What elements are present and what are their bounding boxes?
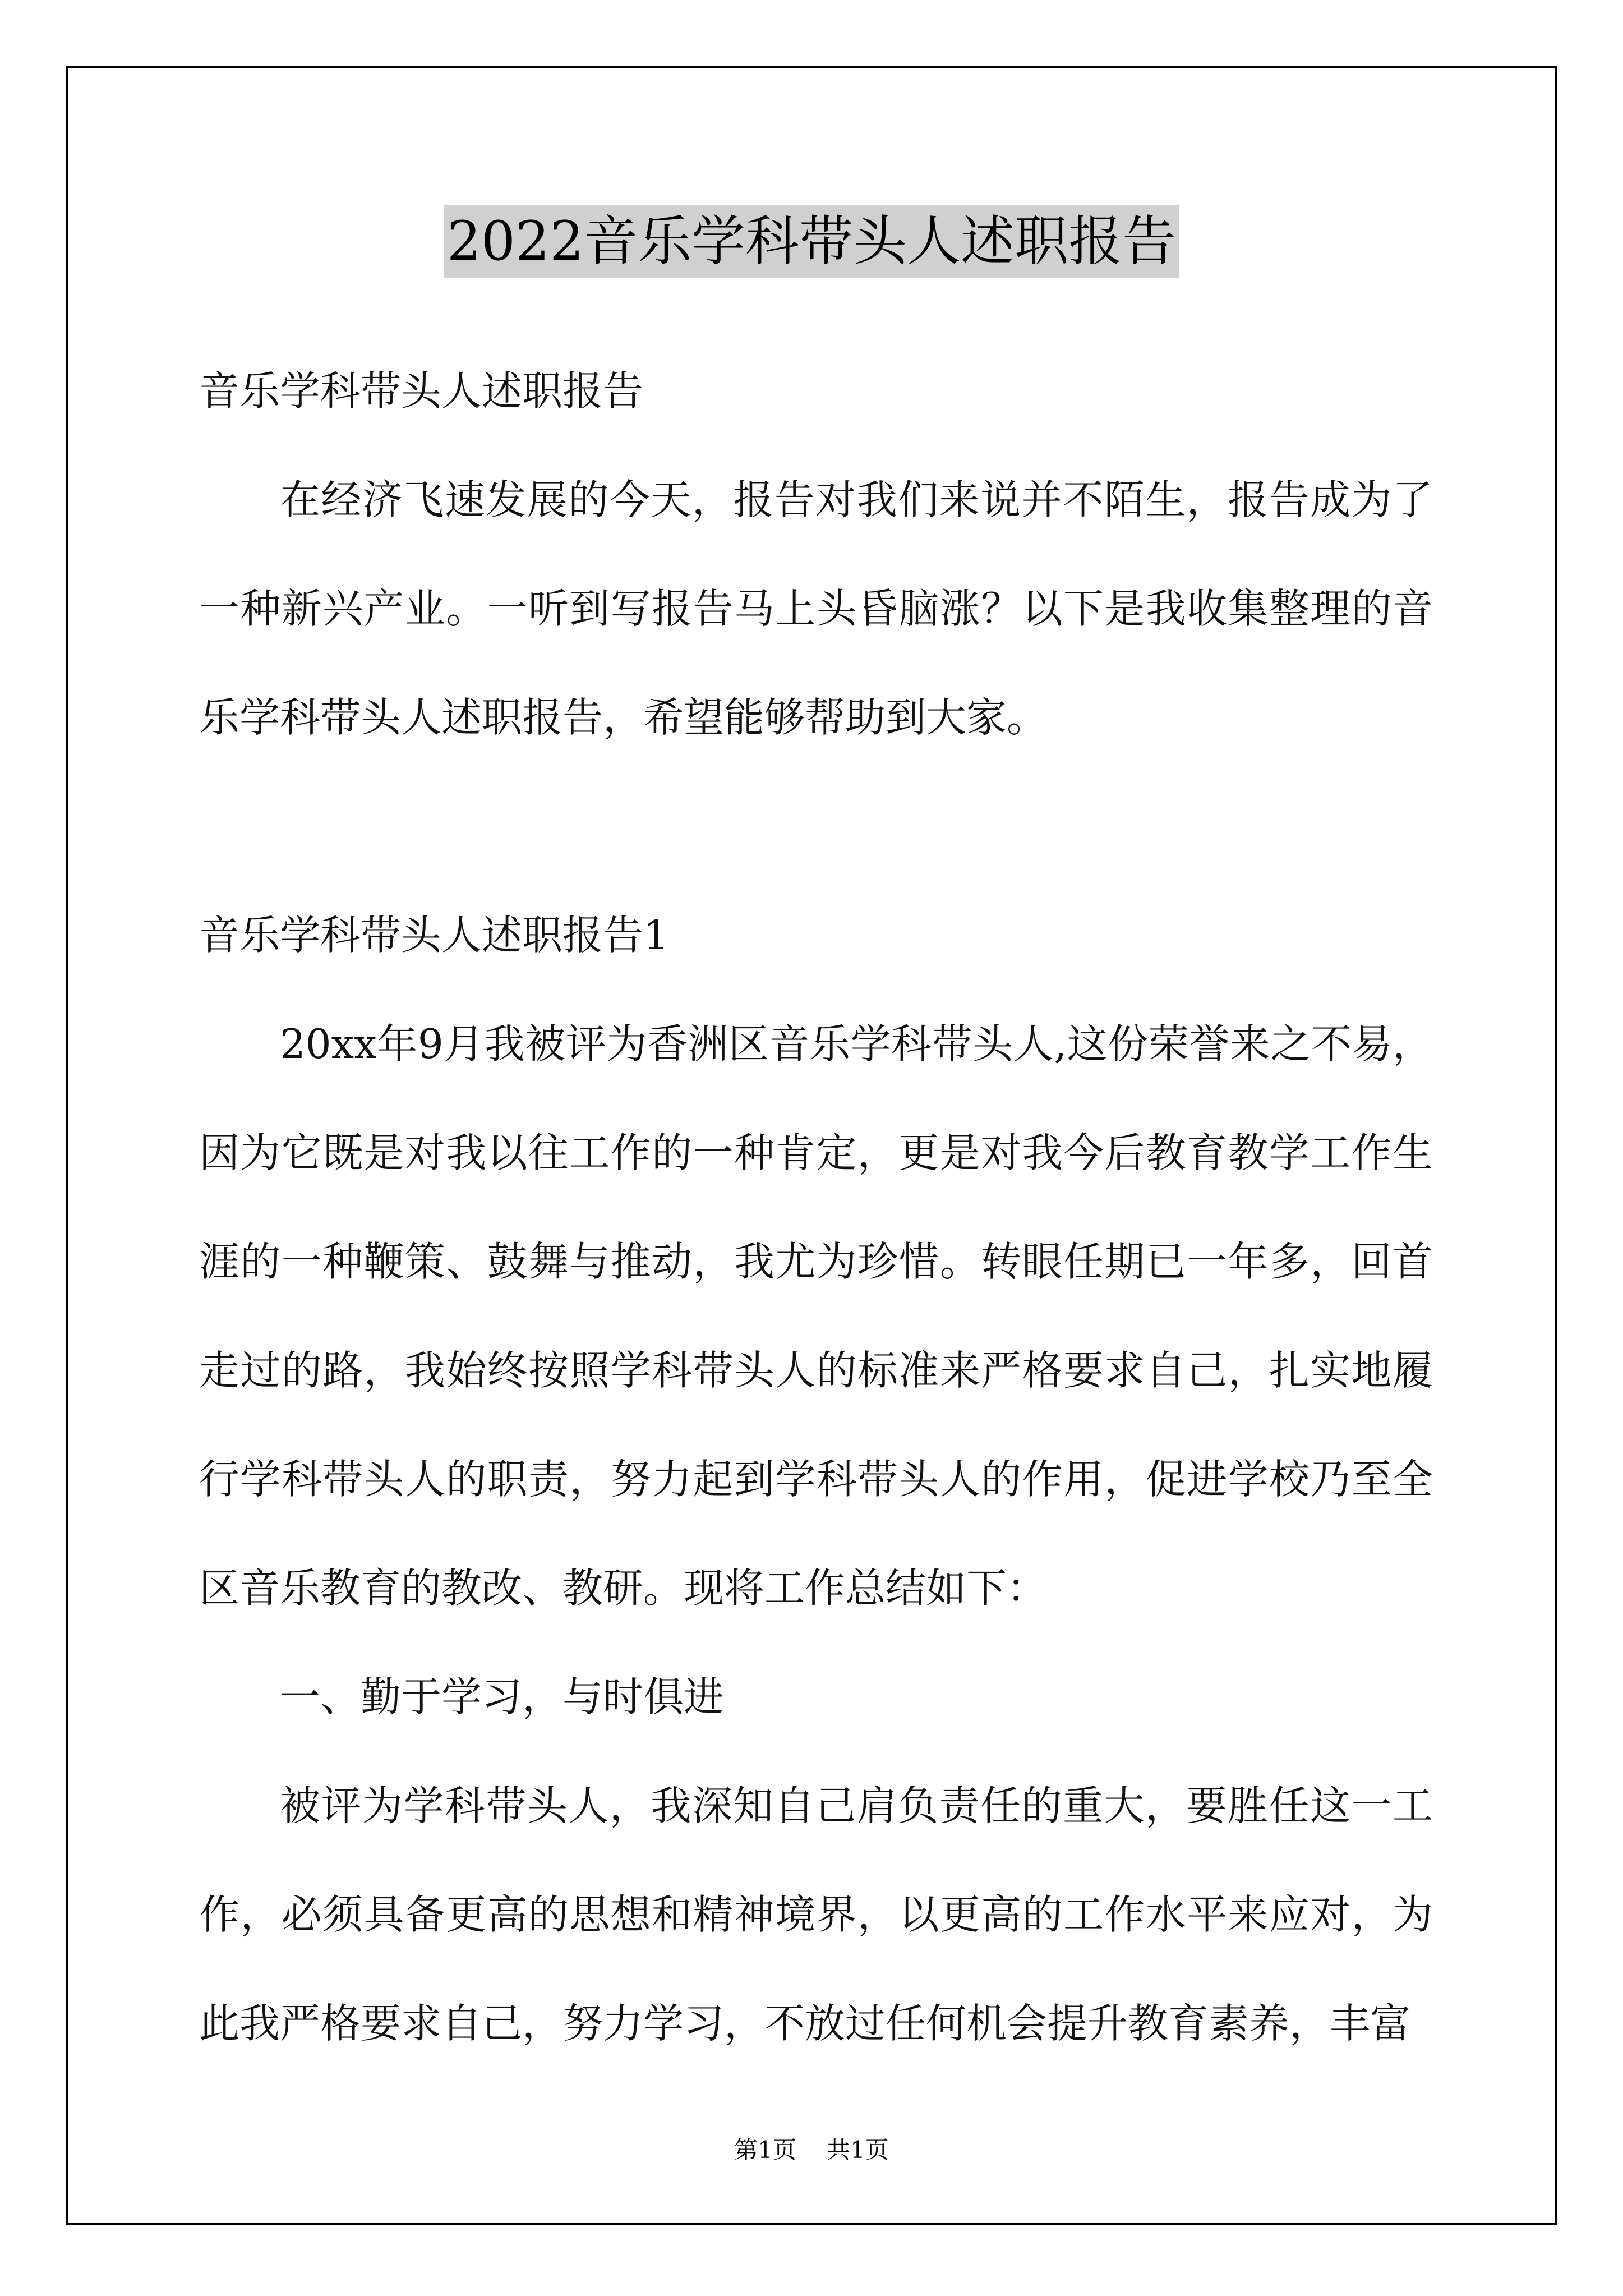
body-paragraph-1: 20xx年9月我被评为香洲区音乐学科带头人,这份荣誉来之不易，因为它既是对我以往工作的一种肯定，更是对我今后教育教学工作生涯的一种鞭策、鼓舞与推动，我尤为珍惜。转眼任期已一年多，回首走过的路，我始终按照学科带头人的标准来严格要求自己，扎实地履行学科带头人的职责，努力起到学科带头人的作用，促进学校乃至全区音乐教育的教改、教研。现将工作总结如下：	[199, 1020, 1433, 1612]
page-total: 共1页	[827, 2136, 889, 2164]
blank-line	[199, 772, 1433, 881]
page-number: 第1页	[734, 2136, 796, 2164]
title-container	[0, 205, 1623, 278]
intro-paragraph: 在经济飞速发展的今天，报告对我们来说并不陌生，报告成为了一种新兴产业。一听到写报告马上头昏脑涨？以下是我收集整理的音乐学科带头人述职报告，希望能够帮助到大家。	[199, 476, 1433, 741]
document-title: 2022音乐学科带头人述职报告	[444, 205, 1179, 278]
item-heading-1: 一、勤于学习，与时俱进	[280, 1673, 725, 1720]
body-paragraph-2: 被评为学科带头人，我深知自己肩负责任的重大，要胜任这一工作，必须具备更高的思想和精神境界，以更高的工作水平来应对，为此我严格要求自己，努力学习，不放过任何机会提升教育素养，丰富	[199, 1782, 1433, 2047]
section-heading: 音乐学科带头人述职报告1	[199, 912, 669, 959]
subtitle: 音乐学科带头人述职报告	[199, 367, 644, 415]
page-footer	[0, 2132, 1623, 2165]
document-body	[199, 337, 1433, 2078]
